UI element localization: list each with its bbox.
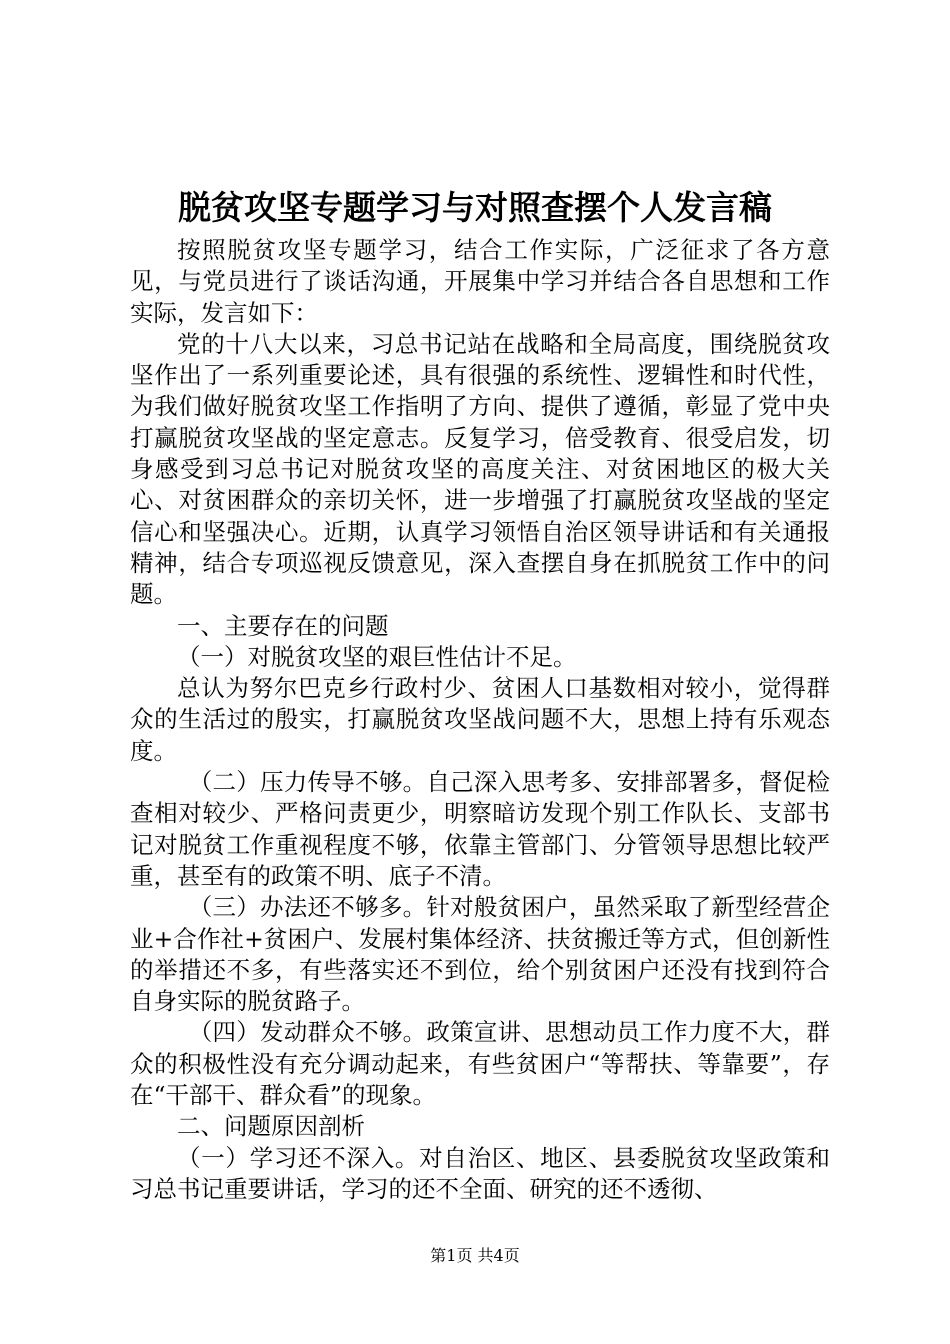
page-footer: 第1页 共4页	[430, 1246, 520, 1265]
paragraph-mobilization: （四）发动群众不够。政策宣讲、思想动员工作力度不大，群众的积极性没有充分调动起来，有些贫困户“等帮扶、等靠要”，存在“干部干、群众看”的现象。	[130, 1018, 830, 1110]
paragraph-underestimate: 总认为努尔巴克乡行政村少、贫困人口基数相对较小，觉得群众的生活过的殷实，打赢脱贫攻坚战问题不大，思想上持有乐观态度。	[130, 674, 830, 765]
paragraph-pressure: （二）压力传导不够。自己深入思考多、安排部署多，督促检查相对较少、严格问责更少，明察暗访发现个别工作队长、支部书记对脱贫工作重视程度不够，依靠主管部门、分管领导思想比较严重，甚至有的政策不明、底子不清。	[130, 768, 830, 890]
section-heading-causes: 二、问题原因剖析	[177, 1112, 365, 1141]
section-heading-problems: 一、主要存在的问题	[177, 611, 389, 640]
document-body	[130, 235, 830, 1205]
paragraph-intro: 按照脱贫攻坚专题学习，结合工作实际，广泛征求了各方意见，与党员进行了谈话沟通，开展集中学习并结合各自思想和工作实际，发言如下：	[130, 236, 830, 327]
paragraph-learning: （一）学习还不深入。对自治区、地区、县委脱贫攻坚政策和习总书记重要讲话，学习的还不全面、研究的还不透彻、	[130, 1143, 830, 1203]
paragraph-study: 党的十八大以来，习总书记站在战略和全局高度，围绕脱贫攻坚作出了一系列重要论述，具有很强的系统性、逻辑性和时代性，为我们做好脱贫攻坚工作指明了方向、提供了遵循，彰显了党中央打赢脱贫攻坚战的坚定意志。反复学习，倍受教育、很受启发，切身感受到习总书记对脱贫攻坚的高度关注、对贫困地区的极大关心、对贫困群众的亲切关怀，进一步增强了打赢脱贫攻坚战的坚定信心和坚强决心。近期，认真学习领悟自治区领导讲话和有关通报精神，结合专项巡视反馈意见，深入查摆自身在抓脱贫工作中的问题。	[130, 329, 830, 609]
subheading-underestimate: （一）对脱贫攻坚的艰巨性估计不足。	[177, 642, 577, 671]
document-title: 脱贫攻坚专题学习与对照查摆个人发言稿	[178, 188, 772, 227]
paragraph-methods: （三）办法还不够多。针对般贫困户，虽然采取了新型经营企业+合作社+贫困户、发展村集体经济、扶贫搬迁等方式，但创新性的举措还不多，有些落实还不到位，给个别贫困户还没有找到符合自身实际的脱贫路子。	[130, 893, 830, 1016]
